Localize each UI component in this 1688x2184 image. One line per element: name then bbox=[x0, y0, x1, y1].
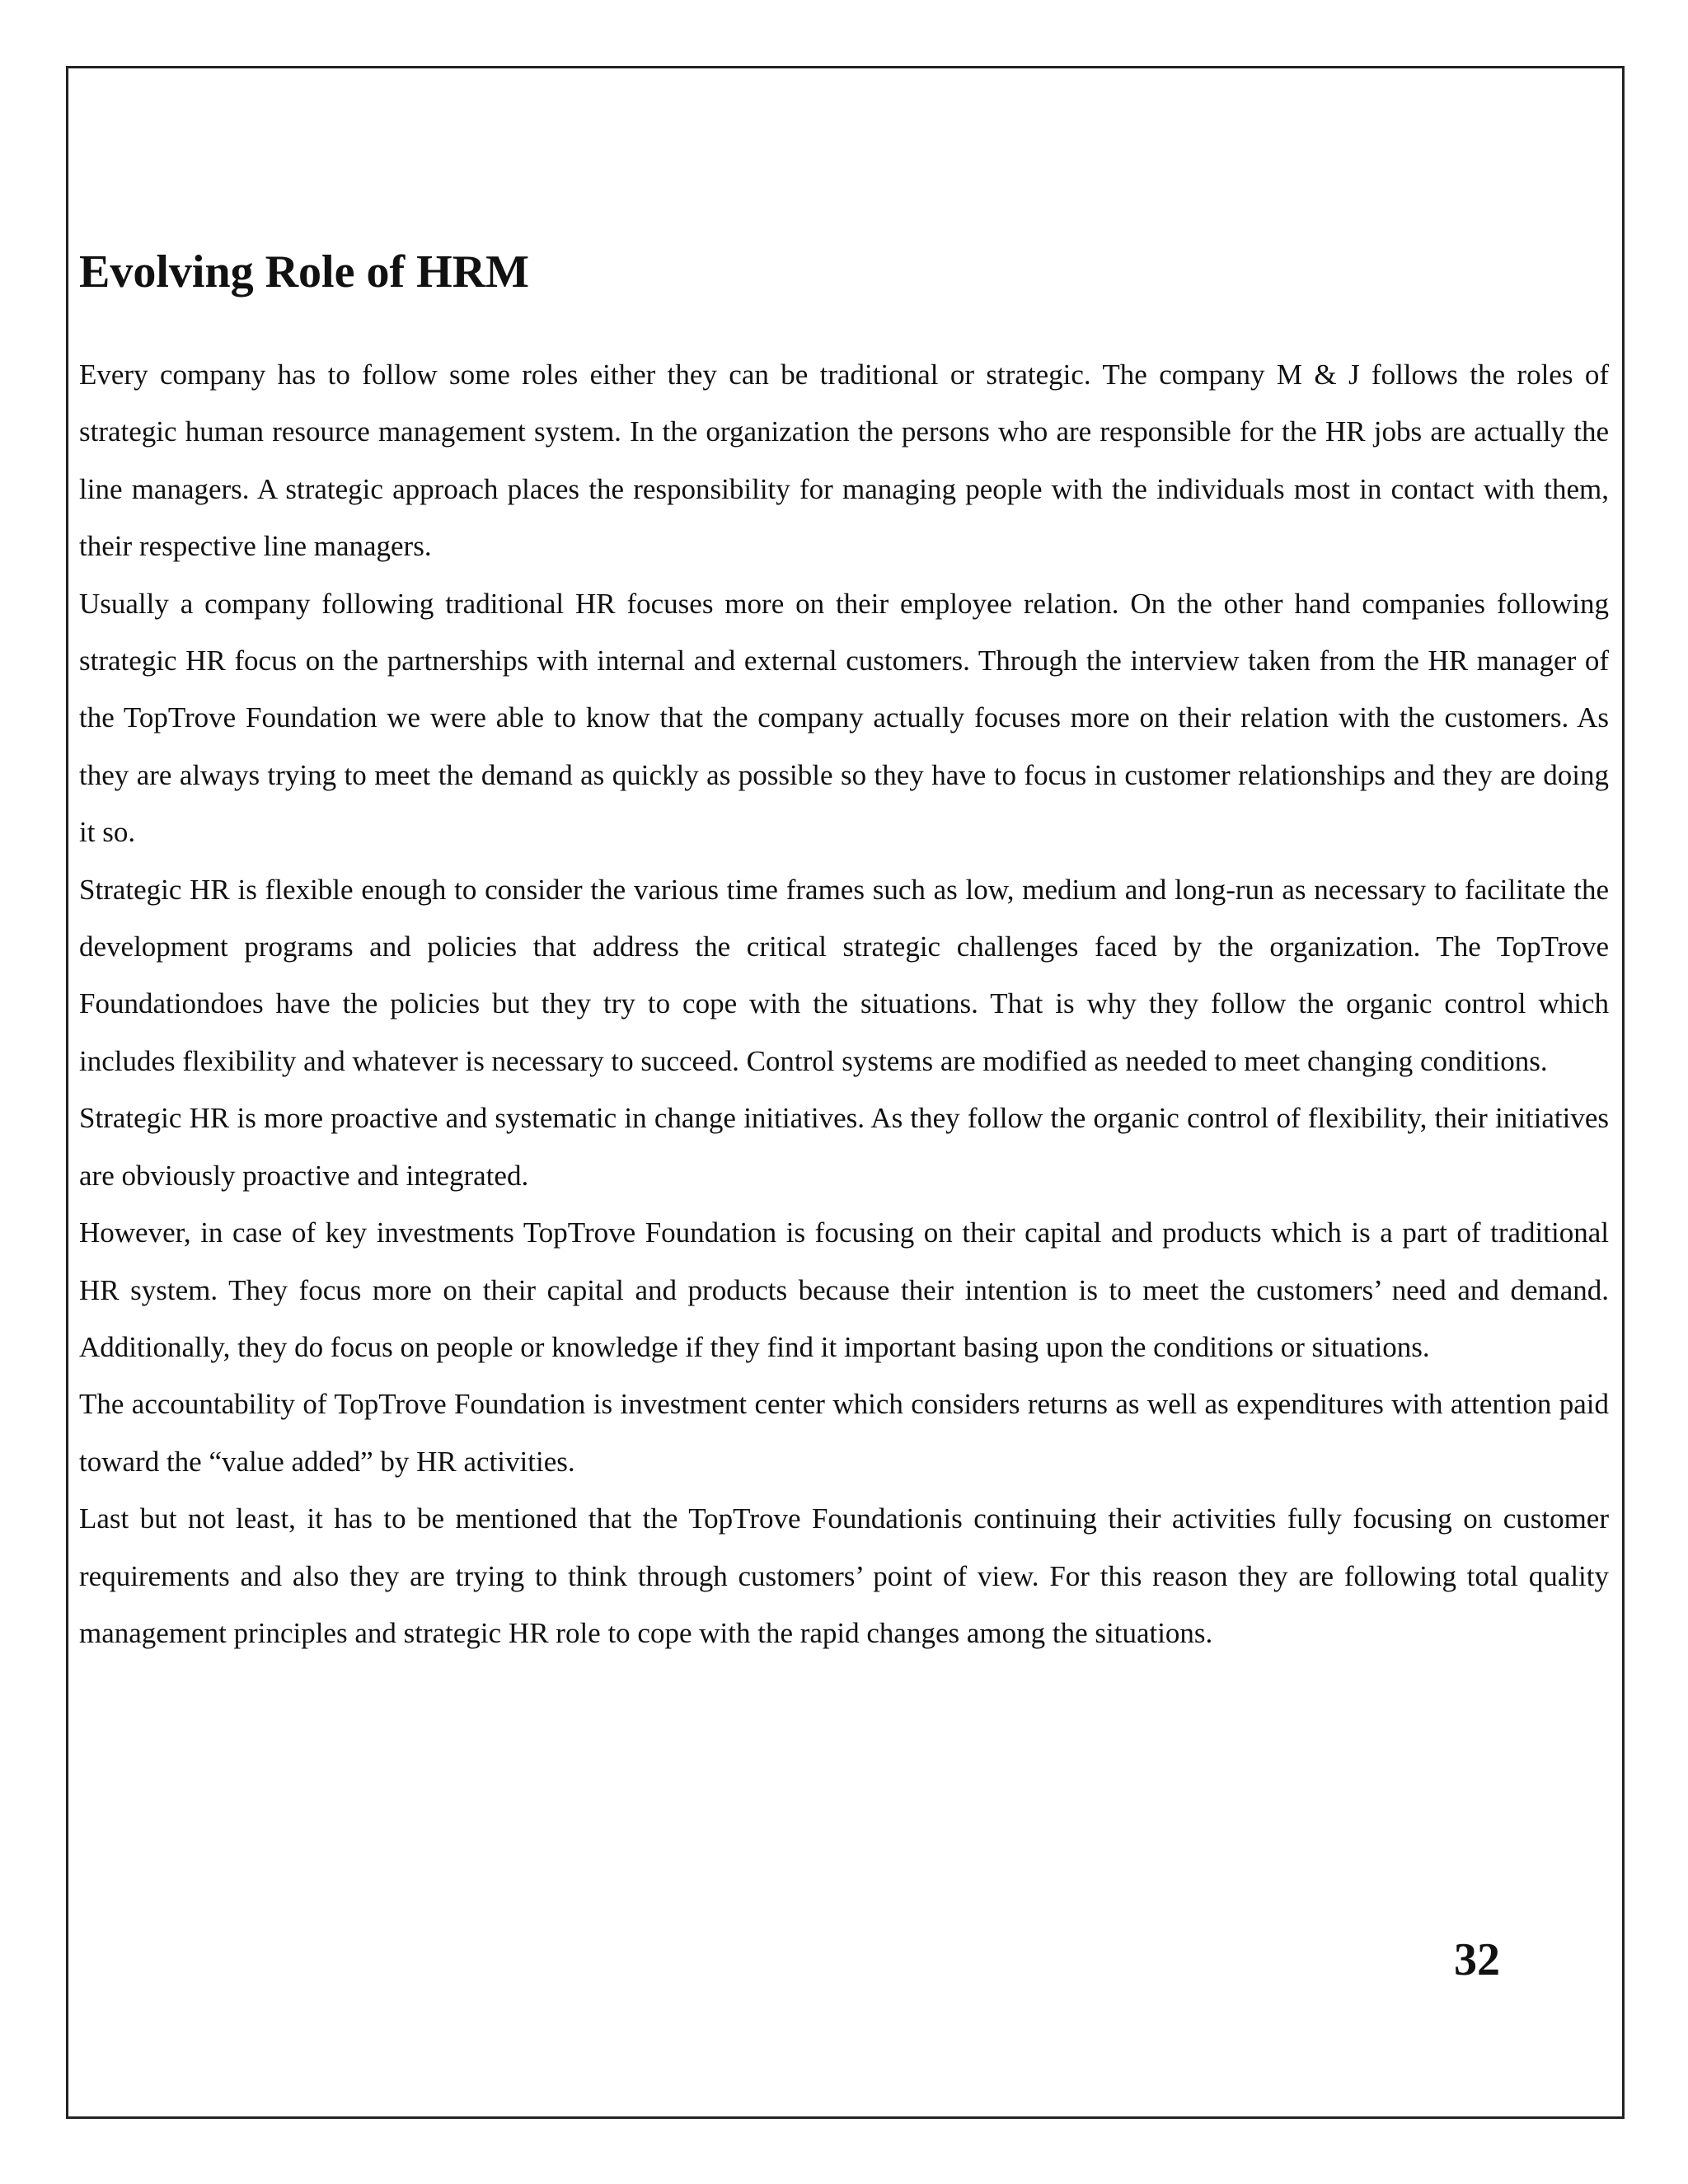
paragraph-change-initiatives: Strategic HR is more proactive and systematic in change initiatives. As they follow the organic control of flexibility, their initiatives are obviously proactive and integrated. bbox=[79, 1102, 1609, 1192]
page-title: Evolving Role of HRM bbox=[79, 246, 529, 298]
paragraph-customer-focus: Usually a company following traditional HR focuses more on their employee relation. On the other hand companies following strategic HR focus on the partnerships with internal and external customers. Through the interview taken from the HR manager of the TopTrove Foundation we were able to know that the company actually focuses more on their relation with the customers. As they are always trying to meet the demand as quickly as possible so they have to focus in customer relationships and they are doing it so. bbox=[79, 587, 1609, 849]
paragraph-accountability: The accountability of TopTrove Foundation is investment center which considers returns as well as expenditures with attention paid toward the “value added” by HR activities. bbox=[79, 1388, 1609, 1478]
paragraph-key-investments: However, in case of key investments TopTrove Foundation is focusing on their capital and products which is a part of traditional HR system. They focus more on their capital and products because their intention is to meet the customers’ need and demand. Additionally, they do focus on people or knowledge if they find it important basing upon the conditions or situations. bbox=[79, 1216, 1609, 1363]
paragraph-roles: Every company has to follow some roles either they can be traditional or strategic. The company M & J follows the roles of strategic human resource management system. In the organization the persons who are responsible for the HR jobs are actually the line managers. A strategic approach places the responsibility for managing people with the individuals most in contact with them, their respective line managers. bbox=[79, 359, 1609, 563]
paragraph-flexibility: Strategic HR is flexible enough to consider the various time frames such as low, medium and long-run as necessary to facilitate the development programs and policies that address the critical strategic challenges faced by the organization. The TopTrove Foundationdoes have the policies but they try to cope with the situations. That is why they follow the organic control which includes flexibility and whatever is necessary to succeed. Control systems are modified as needed to meet changing conditions. bbox=[79, 873, 1609, 1077]
paragraph-conclusion: Last but not least, it has to be mentioned that the TopTrove Foundationis continuing their activities fully focusing on customer requirements and also they are trying to think through customers’ point of view. For this reason they are following total quality management principles and strategic HR role to cope with the rapid changes among the situations. bbox=[79, 1502, 1609, 1649]
page-number: 32 bbox=[1454, 1934, 1500, 1985]
body-text bbox=[79, 346, 1609, 1661]
